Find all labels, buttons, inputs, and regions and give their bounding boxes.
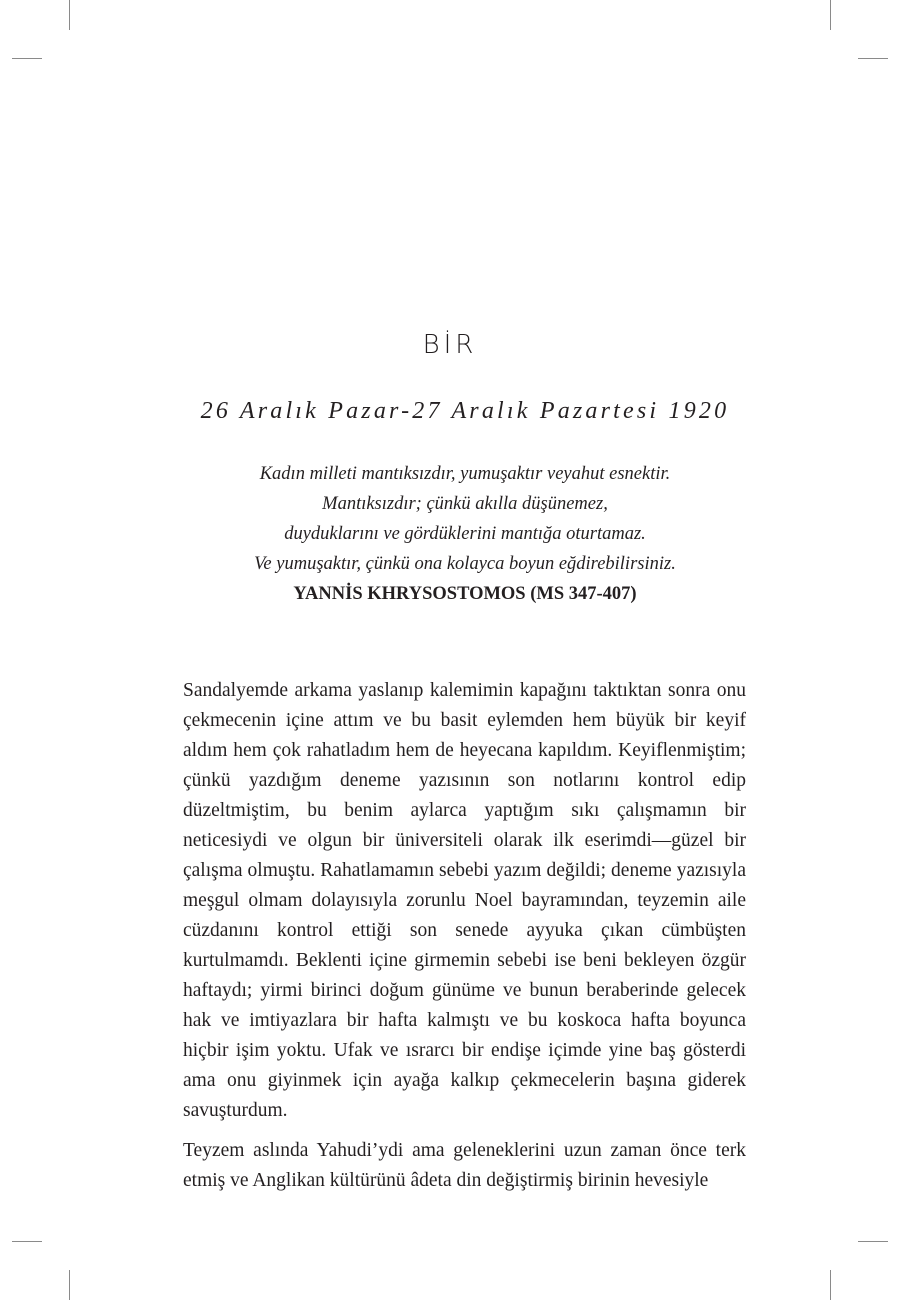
paragraph: Teyzem aslında Yahudi’ydi ama geleneklerini uzun zaman önce terk etmiş ve Anglikan kültürünü âdeta din değiştirmiş birinin hevesiyle <box>183 1140 746 1191</box>
crop-mark-bottom-right-horizontal <box>858 1241 888 1242</box>
crop-mark-top-left-horizontal <box>12 58 42 59</box>
crop-mark-bottom-left-vertical <box>69 1270 70 1300</box>
crop-mark-bottom-right-vertical <box>830 1270 831 1300</box>
crop-mark-top-left-vertical <box>69 0 70 30</box>
paragraph: Sandalyemde arkama yaslanıp kalemimin kapağını taktıktan sonra onu çekmecenin içine attım ve bu basit eylemden hem büyük bir keyif aldım hem çok rahatladım hem de heyecana kapıldım. Keyiflenmiştim; çünkü yazdığım deneme yazısının son notlarını kontrol edip düzeltmiştim, bu benim aylarca yaptığım sıkı çalışmamın bir neticesiydi ve olgun bir üniversiteli olarak ilk eserimdi—güzel bir çalışma olmuştu. Rahatlamamın sebebi yazım değildi; deneme yazısıyla meşgul olmam dolayısıyla zorunlu Noel bayramından, teyzemin aile cüzdanını kontrol ettiği son senede ayyuka çıkan cümbüşten kurtulmamdı. Beklenti içine girmemin sebebi ise beni bekleyen özgür haftaydı; yirmi birinci doğum günüme ve bunun beraberinde gelecek hak ve imtiyazlara bir hafta kalmıştı ve bu koskoca hafta boyunca hiçbir işim yoktu. Ufak ve ısrarcı bir endişe içimde yine baş gösterdi ama onu giyinmek için ayağa kalkıp çekmecelerin başına giderek savuşturdum. <box>183 680 746 1121</box>
crop-mark-top-right-horizontal <box>858 58 888 59</box>
chapter-date: 26 Aralık Pazar-27 Aralık Pazartesi 1920 <box>200 398 730 424</box>
crop-mark-top-right-vertical <box>830 0 831 30</box>
crop-mark-bottom-left-horizontal <box>12 1241 42 1242</box>
epigraph-line: Ve yumuşaktır, çünkü ona kolayca boyun eğdirebilirsiniz. <box>254 554 676 574</box>
body-text <box>183 676 746 1206</box>
epigraph-line: Kadın milleti mantıksızdır, yumuşaktır veyahut esnektir. <box>259 464 671 484</box>
epigraph <box>0 459 900 609</box>
epigraph-attribution: YANNİS KHRYSOSTOMOS (MS 347-407) <box>293 584 637 604</box>
epigraph-line: duyduklarını ve gördüklerini mantığa oturtamaz. <box>284 524 646 544</box>
epigraph-line: Mantıksızdır; çünkü akılla düşünemez, <box>322 494 608 514</box>
chapter-number: BİR <box>422 330 478 360</box>
